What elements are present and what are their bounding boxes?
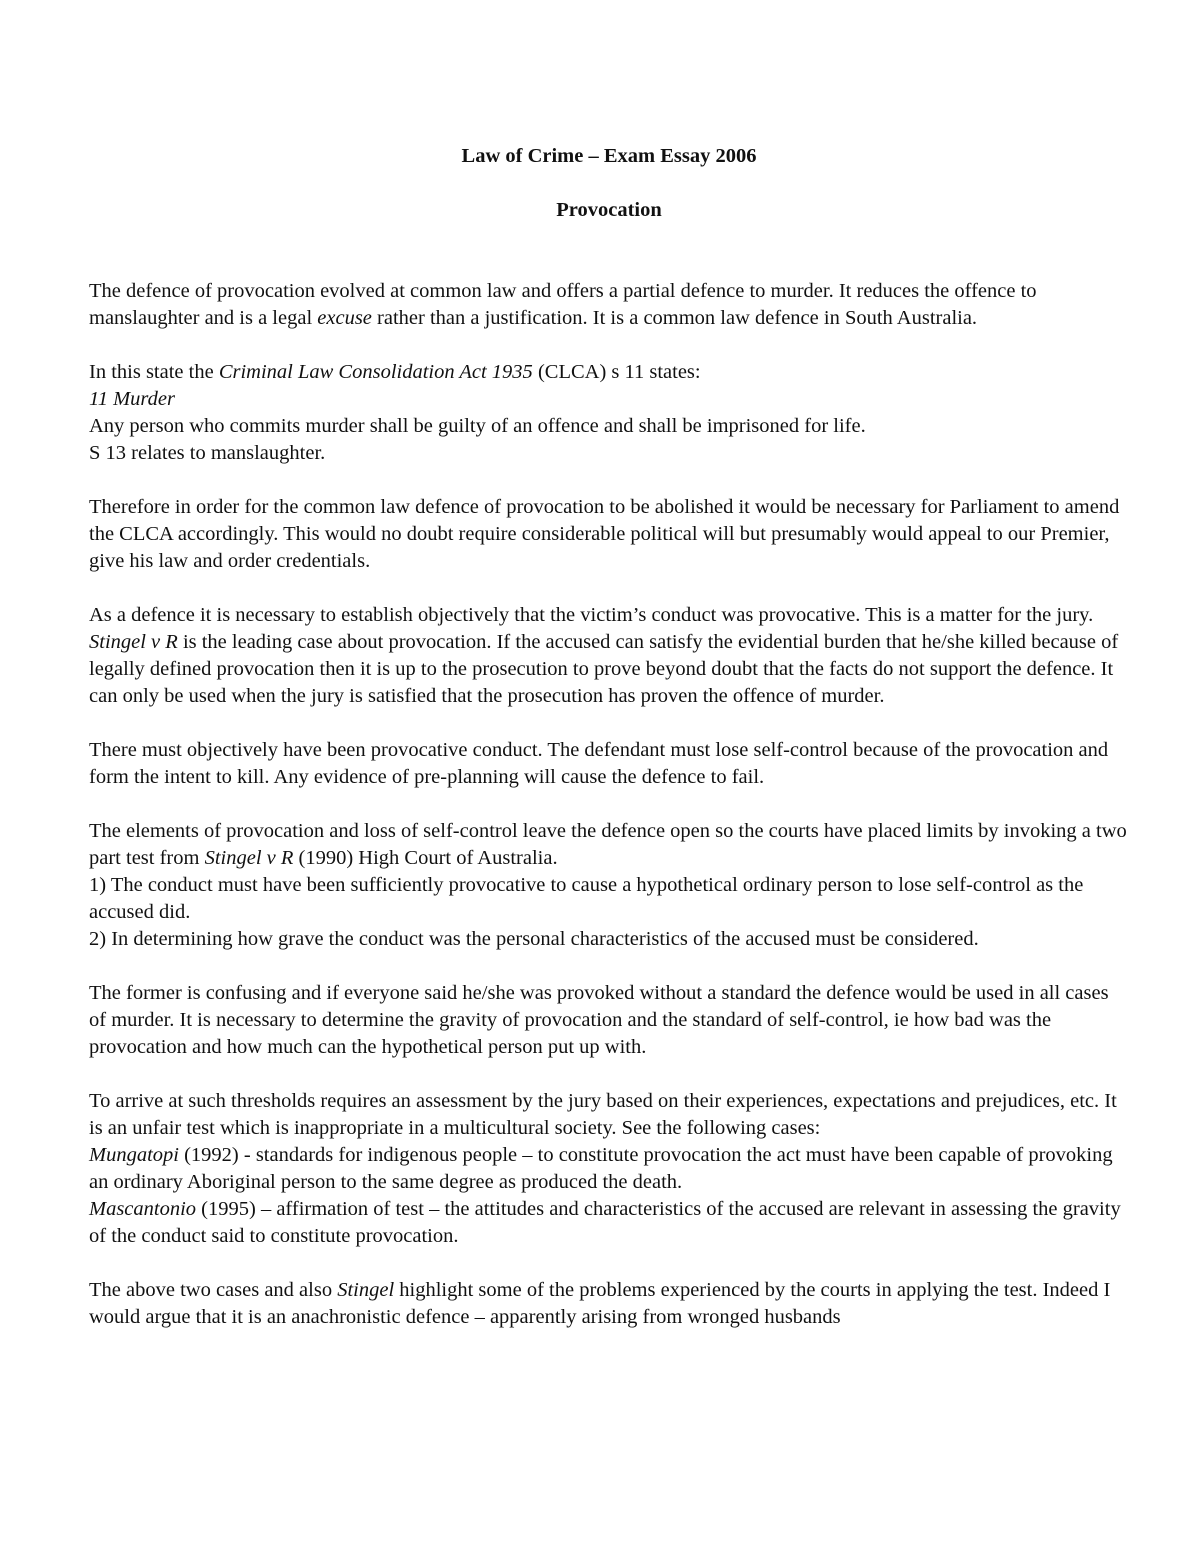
paragraph-2-text-c: (CLCA) s 11 states: <box>532 361 701 383</box>
paragraph-9-text-c: highlight some of the problems experienced by the courts in applying the test. Indeed I would argue that it is an anachronistic defence – apparently arising from wronged husbands <box>89 1279 1111 1328</box>
paragraph-7: The former is confusing and if everyone said he/she was provoked without a standard the defence would be used in all cases of murder. It is necessary to determine the gravity of provocation and the standard of self-control, ie how bad was the provocation and how much can the hypothetical person put up with. <box>89 982 1109 1058</box>
act-name: Criminal Law Consolidation Act 1935 <box>218 361 533 383</box>
paragraph-3: Therefore in order for the common law defence of provocation to be abolished it would be necessary for Parliament to amend the CLCA accordingly. This would no doubt require considerable political will but presumably would appeal to our Premier, give his law and order credentials. <box>89 496 1120 572</box>
paragraph-8 <box>89 1088 1129 1250</box>
paragraph-2-text-a: In this state the <box>89 361 219 383</box>
paragraph-6-text-a: The elements of provocation and loss of self-control leave the defence open so the courts have placed limits by invoking a two part test from <box>89 820 1127 869</box>
paragraph-2 <box>89 359 1129 467</box>
document-title: Law of Crime – Exam Essay 2006 <box>461 145 757 167</box>
case-name-mascantonio: Mascantonio <box>89 1198 197 1220</box>
document-subtitle: Provocation <box>556 199 662 221</box>
paragraph-2-line-1 <box>89 359 1129 386</box>
paragraph-1-text-c: rather than a justification. It is a common law defence in South Australia. <box>371 307 978 329</box>
document-body <box>89 143 1129 1358</box>
paragraph-4-text-a: As a defence it is necessary to establish objectively that the victim’s conduct was provocative. This is a matter for the jury. <box>89 604 1094 626</box>
paragraph-9-text-a: The above two cases and also <box>89 1279 338 1301</box>
case-mascantonio-text: (1995) – affirmation of test – the attitudes and characteristics of the accused are relevant in assessing the gravity of the conduct said to constitute provocation. <box>89 1198 1121 1247</box>
paragraph-6 <box>89 818 1129 953</box>
test-item-2: 2) In determining how grave the conduct was the personal characteristics of the accused must be considered. <box>89 928 979 950</box>
paragraph-1 <box>89 278 1129 332</box>
paragraph-8-intro: To arrive at such thresholds requires an assessment by the jury based on their experiences, expectations and prejudices, etc. It is an unfair test which is inappropriate in a multicultural society. See the following cases: <box>89 1090 1117 1139</box>
section-text-murder: Any person who commits murder shall be guilty of an offence and shall be imprisoned for life. <box>89 415 866 437</box>
case-mascantonio <box>89 1196 1129 1250</box>
paragraph-6-intro <box>89 818 1129 872</box>
section-heading-murder: 11 Murder <box>89 388 175 410</box>
paragraph-9 <box>89 1277 1129 1331</box>
test-item-1: 1) The conduct must have been sufficiently provocative to cause a hypothetical ordinary person to lose self-control as the accused did. <box>89 874 1084 923</box>
paragraph-4-text-c: is the leading case about provocation. If the accused can satisfy the evidential burden that he/she killed because of legally defined provocation then it is up to the prosecution to prove beyond doubt that the facts do not support the defence. It can only be used when the jury is satisfied that the prosecution has proven the offence of murder. <box>89 631 1119 707</box>
paragraph-1-text-a: The defence of provocation evolved at common law and offers a partial defence to murder. It reduces the offence to manslaughter and is a legal <box>89 280 1037 329</box>
case-name-stingel: Stingel v R <box>89 631 178 653</box>
section-13-note: S 13 relates to manslaughter. <box>89 442 326 464</box>
case-name-stingel-3: Stingel <box>337 1279 395 1301</box>
case-name-mungatopi: Mungatopi <box>89 1144 179 1166</box>
heading-spacer <box>89 224 1129 278</box>
paragraph-6-text-c: (1990) High Court of Australia. <box>293 847 558 869</box>
case-name-stingel-2: Stingel v R <box>204 847 294 869</box>
case-mungatopi <box>89 1142 1129 1196</box>
paragraph-5: There must objectively have been provocative conduct. The defendant must lose self-control because of the provocation and form the intent to kill. Any evidence of pre-planning will cause the defence to fail. <box>89 739 1109 788</box>
case-mungatopi-text: (1992) - standards for indigenous people – to constitute provocation the act must have been capable of provoking an ordinary Aboriginal person to the same degree as produced the death. <box>89 1144 1113 1193</box>
paragraph-1-emphasis: excuse <box>317 307 372 329</box>
paragraph-4 <box>89 602 1129 710</box>
